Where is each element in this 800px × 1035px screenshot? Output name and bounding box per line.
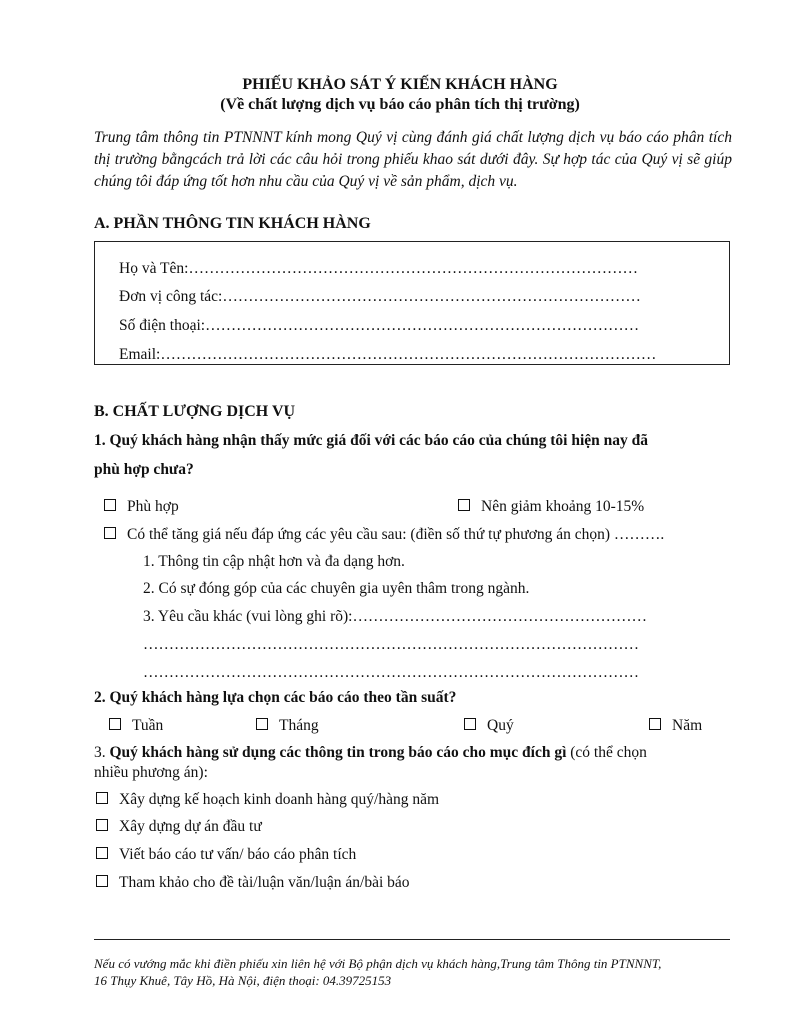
q3-question: Quý khách hàng sử dụng các thông tin trong báo cáo cho mục đích gì <box>109 744 567 761</box>
q1-sub-option-1: 1. Thông tin cập nhật hơn và đa dạng hơn. <box>143 553 405 570</box>
q1-option-fit-label: Phù hợp <box>127 498 179 515</box>
customer-info-box <box>94 241 730 365</box>
q1-option-reduce[interactable] <box>458 498 644 516</box>
checkbox[interactable] <box>256 718 268 730</box>
q2-option-quarter[interactable] <box>464 717 514 735</box>
q2-option-week[interactable] <box>109 717 163 735</box>
q3-option-label: Xây dựng dự án đầu tư <box>119 818 262 835</box>
q1-text-line2: phù hợp chưa? <box>94 461 194 478</box>
q2-option-month-label: Tháng <box>279 717 319 734</box>
q3-prefix: 3. <box>94 744 110 761</box>
checkbox[interactable] <box>458 499 470 511</box>
footer-divider <box>94 939 730 940</box>
checkbox[interactable] <box>96 875 108 887</box>
q2-option-year-label: Năm <box>672 717 703 734</box>
footer-contact-line2: 16 Thụy Khuê, Tây Hồ, Hà Nội, điện thoại: 04.39725153 <box>94 973 392 988</box>
q1-option-increase[interactable] <box>104 526 664 544</box>
checkbox[interactable] <box>104 499 116 511</box>
name-field[interactable]: Họ và Tên:…………………………………………………………………………… <box>119 260 638 277</box>
section-a-heading: A. PHẦN THÔNG TIN KHÁCH HÀNG <box>94 215 371 232</box>
q3-option-label: Xây dựng kế hoạch kinh doanh hàng quý/hàng năm <box>119 791 440 808</box>
checkbox[interactable] <box>104 527 116 539</box>
q1-text-line1: 1. Quý khách hàng nhận thấy mức giá đối với các báo cáo của chúng tôi hiện nay đã <box>94 432 649 449</box>
checkbox[interactable] <box>96 792 108 804</box>
q3-option-label: Tham khảo cho đề tài/luận văn/luận án/bài báo <box>119 874 410 891</box>
q1-blank-line-1[interactable]: …………………………………………………………………………………… <box>143 636 639 653</box>
email-field[interactable]: Email:…………………………………………………………………………………… <box>119 346 657 363</box>
q3-option-business-plan[interactable] <box>96 791 439 809</box>
q1-option-reduce-label: Nên giảm khoảng 10-15% <box>481 498 645 515</box>
q3-option-report[interactable] <box>96 846 356 864</box>
q3-suffix: (có thể chọn <box>566 744 647 761</box>
footer-contact-line1: Nếu có vướng mắc khi điền phiếu xin liên hệ với Bộ phận dịch vụ khách hàng,Trung tâm Thông tin PTNNNT, <box>94 956 662 971</box>
checkbox[interactable] <box>464 718 476 730</box>
section-b-heading: B. CHẤT LƯỢNG DỊCH VỤ <box>94 403 296 420</box>
q2-option-quarter-label: Quý <box>487 717 514 734</box>
checkbox[interactable] <box>96 819 108 831</box>
q3-text-line1 <box>94 744 647 762</box>
checkbox[interactable] <box>109 718 121 730</box>
q1-sub-option-3[interactable]: 3. Yêu cầu khác (vui lòng ghi rõ):………………………………………………… <box>143 608 647 625</box>
q3-option-research[interactable] <box>96 874 410 892</box>
q2-option-week-label: Tuần <box>132 717 164 734</box>
q2-option-year[interactable] <box>649 717 702 735</box>
q1-sub-option-2: 2. Có sự đóng góp của các chuyên gia uyên thâm trong ngành. <box>143 580 530 597</box>
organization-field[interactable]: Đơn vị công tác:……………………………………………………………………… <box>119 288 641 305</box>
q2-option-month[interactable] <box>256 717 319 735</box>
checkbox[interactable] <box>96 847 108 859</box>
q1-option-increase-label: Có thể tăng giá nếu đáp ứng các yêu cầu sau: (điền số thứ tự phương án chọn) ………. <box>127 526 665 543</box>
phone-field[interactable]: Số điện thoại:………………………………………………………………………… <box>119 317 640 334</box>
q1-blank-line-2[interactable]: …………………………………………………………………………………… <box>143 664 639 681</box>
q3-option-investment[interactable] <box>96 818 262 836</box>
q1-option-fit[interactable] <box>104 498 179 516</box>
form-subtitle: (Về chất lượng dịch vụ báo cáo phân tích thị trường) <box>220 96 580 113</box>
q2-text: 2. Quý khách hàng lựa chọn các báo cáo theo tần suất? <box>94 689 457 706</box>
checkbox[interactable] <box>649 718 661 730</box>
form-title: PHIẾU KHẢO SÁT Ý KIẾN KHÁCH HÀNG <box>242 76 558 93</box>
q3-option-label: Viết báo cáo tư vấn/ báo cáo phân tích <box>119 846 357 863</box>
intro-paragraph: Trung tâm thông tin PTNNNT kính mong Quý vị cùng đánh giá chất lượng dịch vụ báo cáo phân tích thị trường bằngcách trả lời các câu hỏi trong phiếu khao sát dưới đây. Sự hợp tác của Quý vị sẽ giúp chúng tôi đáp ứng tốt hơn nhu cầu của Quý vị về sản phẩm, dịch vụ. <box>94 129 732 190</box>
q3-text-line2: nhiều phương án): <box>94 764 208 781</box>
